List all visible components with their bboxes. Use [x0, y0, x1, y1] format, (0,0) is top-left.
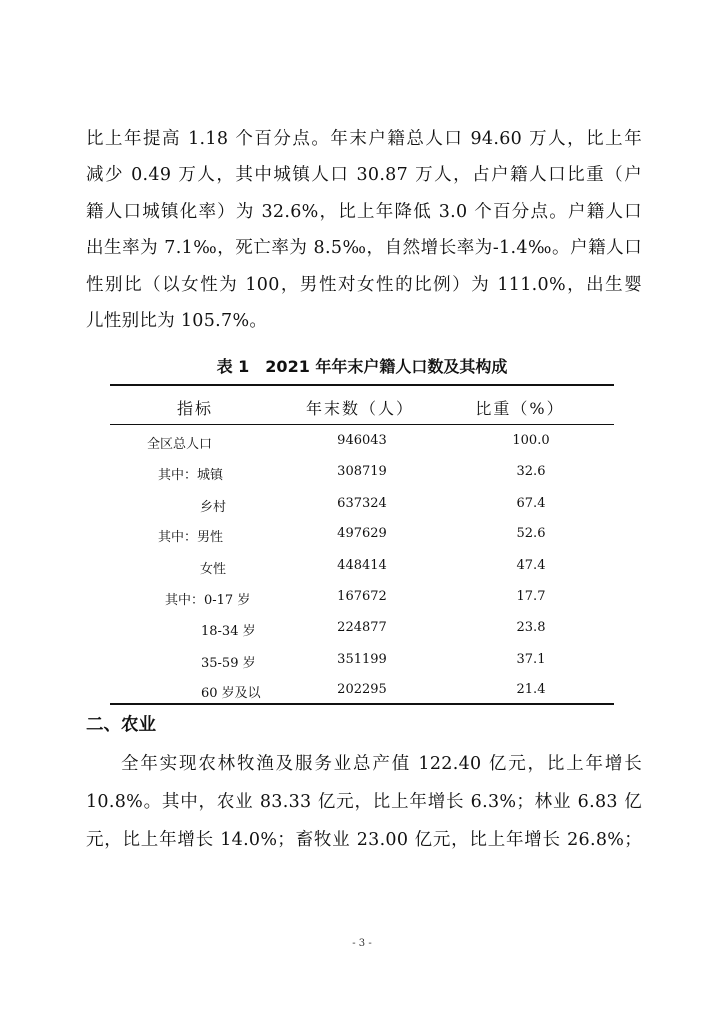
row-count: 637324	[337, 496, 387, 511]
row-share: 21.4	[516, 682, 546, 697]
section-heading-agriculture: 二、农业	[86, 715, 156, 735]
intro-line-6: 儿性别比为 105.7%。	[86, 311, 268, 331]
row-label: 18-34 岁	[201, 624, 256, 639]
row-label: 乡村	[200, 500, 227, 515]
header-indicator: 指标	[176, 399, 213, 418]
row-share: 23.8	[516, 620, 546, 635]
table-top-rule	[110, 384, 614, 386]
row-count: 224877	[337, 620, 387, 635]
table-title: 表 1 2021 年年末户籍人口数及其构成	[216, 357, 508, 376]
table-header-rule	[110, 424, 614, 425]
row-label: 其中：0-17 岁	[165, 593, 251, 608]
row-count: 202295	[337, 682, 387, 697]
row-count: 946043	[337, 433, 387, 448]
row-share: 52.6	[516, 526, 546, 541]
row-label: 其中：男性	[158, 530, 224, 545]
row-label: 女性	[200, 562, 227, 577]
table-bottom-rule	[110, 703, 614, 705]
row-count: 351199	[337, 652, 387, 667]
row-share: 47.4	[516, 558, 546, 573]
row-label: 其中：城镇	[158, 468, 224, 483]
intro-line-3: 籍人口城镇化率）为 32.6%，比上年降低 3.0 个百分点。户籍人口	[86, 202, 642, 222]
intro-line-4: 出生率为 7.1‰，死亡率为 8.5‰，自然增长率为-1.4‰。户籍人口	[86, 238, 642, 258]
row-share: 100.0	[512, 433, 550, 448]
row-share: 17.7	[516, 589, 546, 604]
intro-line-5: 性别比（以女性为 100，男性对女性的比例）为 111.0%，出生婴	[86, 275, 642, 295]
row-label: 全区总人口	[147, 437, 213, 452]
intro-line-1: 比上年提高 1.18 个百分点。年末户籍总人口 94.60 万人，比上年	[86, 129, 642, 149]
row-count: 308719	[337, 464, 387, 479]
row-count: 448414	[337, 558, 387, 573]
header-share: 比重（%）	[475, 399, 565, 418]
row-count: 167672	[337, 589, 387, 604]
row-count: 497629	[337, 526, 387, 541]
row-share: 32.6	[516, 464, 546, 479]
agri-line-2: 10.8%。其中，农业 83.33 亿元，比上年增长 6.3%；林业 6.83 亿	[86, 792, 642, 812]
intro-line-2: 减少 0.49 万人，其中城镇人口 30.87 万人，占户籍人口比重（户	[86, 165, 642, 185]
row-share: 67.4	[516, 496, 546, 511]
header-year-end-count: 年末数（人）	[305, 399, 414, 418]
agri-line-3: 元，比上年增长 14.0%；畜牧业 23.00 亿元，比上年增长 26.8%；	[86, 830, 642, 850]
page-number: - 3 -	[352, 938, 372, 949]
row-label: 60 岁及以	[201, 686, 261, 701]
row-label: 35-59 岁	[201, 656, 256, 671]
row-share: 37.1	[516, 652, 546, 667]
agri-line-1: 全年实现农林牧渔及服务业总产值 122.40 亿元，比上年增长	[121, 754, 642, 774]
